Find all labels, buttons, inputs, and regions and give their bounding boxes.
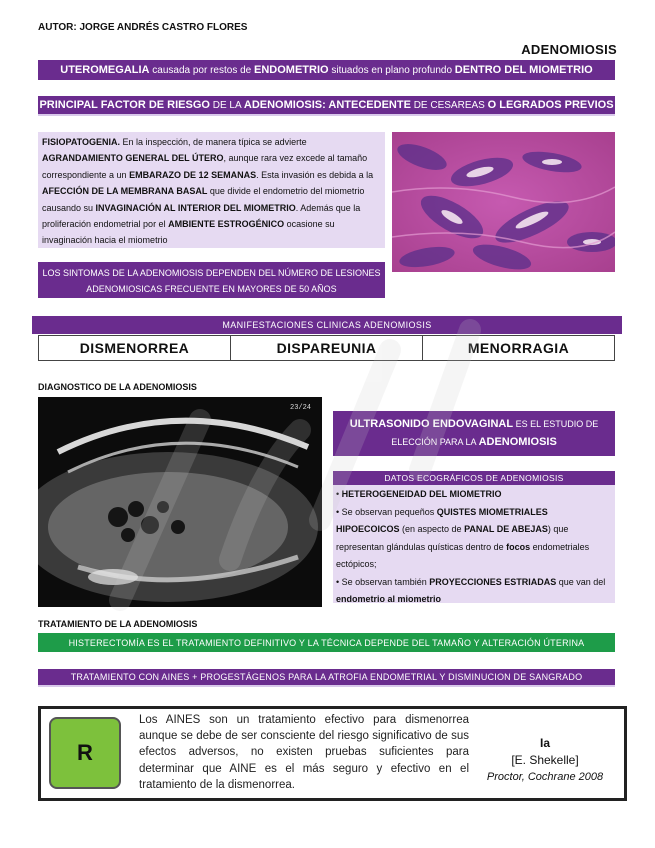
datos-item-3: • Se observan también PROYECCIONES ESTRIADAS que van del endometrio al miometrio [336,576,606,604]
ultrasonido-box: ULTRASONIDO ENDOVAGINAL ES EL ESTUDIO DE ELECCIÓN PARA LA ADENOMIOSIS [333,411,615,456]
manifestaciones-row [38,335,615,361]
diagnostico-heading: DIAGNOSTICO DE LA ADENOMIOSIS [38,382,197,392]
recommendation-badge: R [49,717,121,789]
histology-image [392,132,615,272]
recommendation-text: Los AINES son un tratamiento efectivo para dismenorrea aunque se debe de ser consciente del riesgo significativo de sus efectos adversos, no existen pruebas suficientes para determinar que AINE es el más seguro y efectivo en el tratamiento de la dismenorrea. [139,714,469,791]
manif-dispareunia: DISPAREUNIA [231,336,423,360]
manif-menorragia: MENORRAGIA [467,340,570,356]
us-overlay-text: 23/24 [290,404,312,412]
ultrasound-image [38,397,322,607]
fisiopatogenia-box: FISIOPATOGENIA. En la inspección, de manera típica se advierte AGRANDAMIENTO GENERAL DEL ÚTERO, aunque rara vez excede al tamaño correspondiente a un EMBARAZO DE 12 SEMANAS. Esta invasión es debida a la AFECCIÓN DE LA MEMBRANA BASAL que divide el endometrio del miometrio causando su INVAGINACIÓN AL INTERIOR DEL MIOMETRIO. Además que la proliferación endometrial por el AMBIENTE ESTROGÉNICO ocasione su invaginación hacia el miometrio [38,132,385,248]
manifestaciones-header: MANIFESTACIONES CLINICAS ADENOMIOSIS [32,316,622,334]
sintomas-box: LOS SINTOMAS DE LA ADENOMIOSIS DEPENDEN DEL NÚMERO DE LESIONES ADENOMIOSICAS FRECUENTE EN MAYORES DE 50 AÑOS [38,262,385,298]
evidence-level: Ia [539,736,550,750]
datos-item-1: • HETEROGENEIDAD DEL MIOMETRIO [336,489,502,499]
datos-ecograficos-box [333,485,615,603]
uteromegalia-banner: UTEROMEGALIA causada por restos de ENDOMETRIO situados en plano profundo DENTRO DEL MIOMETRIO [38,60,615,80]
aines-banner: TRATAMIENTO CON AINES + PROGESTÁGENOS PARA LA ATROFIA ENDOMETRIAL Y DISMINUCION DE SANGRADO [38,669,615,687]
evidence-reference: [E. Shekelle] [511,753,579,767]
author-line: AUTOR: JORGE ANDRÉS CASTRO FLORES [38,22,248,33]
manif-dismenorrea: DISMENORREA [39,336,231,360]
histerectomia-banner: HISTERECTOMÍA ES EL TRATAMIENTO DEFINITIVO Y LA TÉCNICA DEPENDE DEL TAMAÑO Y ALTERACIÓN ÚTERINA [38,633,615,652]
document-title: ADENOMIOSIS [521,42,617,57]
risk-factor-banner: PRINCIPAL FACTOR DE RIESGO DE LA ADENOMIOSIS: ANTECEDENTE DE CESAREAS O LEGRADOS PREVIOS [38,96,615,116]
tratamiento-heading: TRATAMIENTO DE LA ADENOMIOSIS [38,619,198,629]
datos-ecograficos-header: DATOS ECOGRÁFICOS DE ADENOMIOSIS [333,471,615,485]
datos-item-2: • Se observan pequeños QUISTES MIOMETRIALES HIPOECOICOS (en aspecto de PANAL DE ABEJAS) que representan glándulas quísticas dentro de focos endometriales ectópicos; [336,506,590,569]
evidence-source: Proctor, Cochrane 2008 [486,771,604,783]
